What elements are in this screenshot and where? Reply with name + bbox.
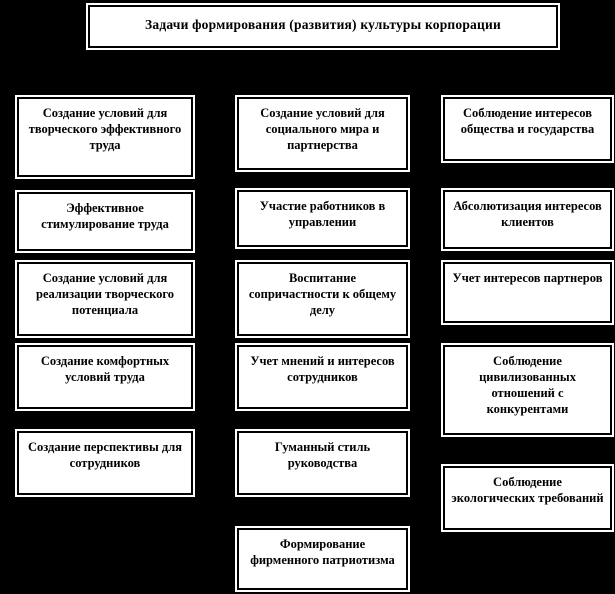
task-box-social-peace-partnership: Создание условий для социального мира и партнерства	[237, 97, 408, 170]
task-box-employee-prospects: Создание перспективы для сотрудников	[17, 431, 193, 495]
task-box-ecological-requirements: Соблюдение экологических требований	[443, 466, 612, 530]
task-box-society-state-interests: Соблюдение интересов общества и государства	[443, 97, 612, 161]
diagram-title: Задачи формирования (развития) культуры корпорации	[88, 5, 558, 48]
task-box-humane-leadership: Гуманный стиль руководства	[237, 431, 408, 495]
task-box-common-cause-involvement: Воспитание сопричастности к общему делу	[237, 262, 408, 336]
task-box-creative-potential: Создание условий для реализации творческого потенциала	[17, 262, 193, 336]
task-box-client-interests: Абсолютизация интересов клиентов	[443, 190, 612, 249]
task-box-corporate-patriotism: Формирование фирменного патриотизма	[237, 528, 408, 590]
task-box-effective-labor-stimulation: Эффективное стимулирование труда	[17, 192, 193, 251]
task-box-partner-interests: Учет интересов партнеров	[443, 262, 612, 323]
task-box-comfortable-conditions: Создание комфортных условий труда	[17, 345, 193, 409]
task-box-creative-effective-work: Создание условий для творческого эффективного труда	[17, 97, 193, 177]
task-box-worker-participation: Участие работников в управлении	[237, 190, 408, 247]
task-box-employee-opinions: Учет мнений и интересов сотрудников	[237, 345, 408, 409]
task-box-civilized-competition: Соблюдение цивилизованных отношений с конкурентами	[443, 345, 612, 435]
